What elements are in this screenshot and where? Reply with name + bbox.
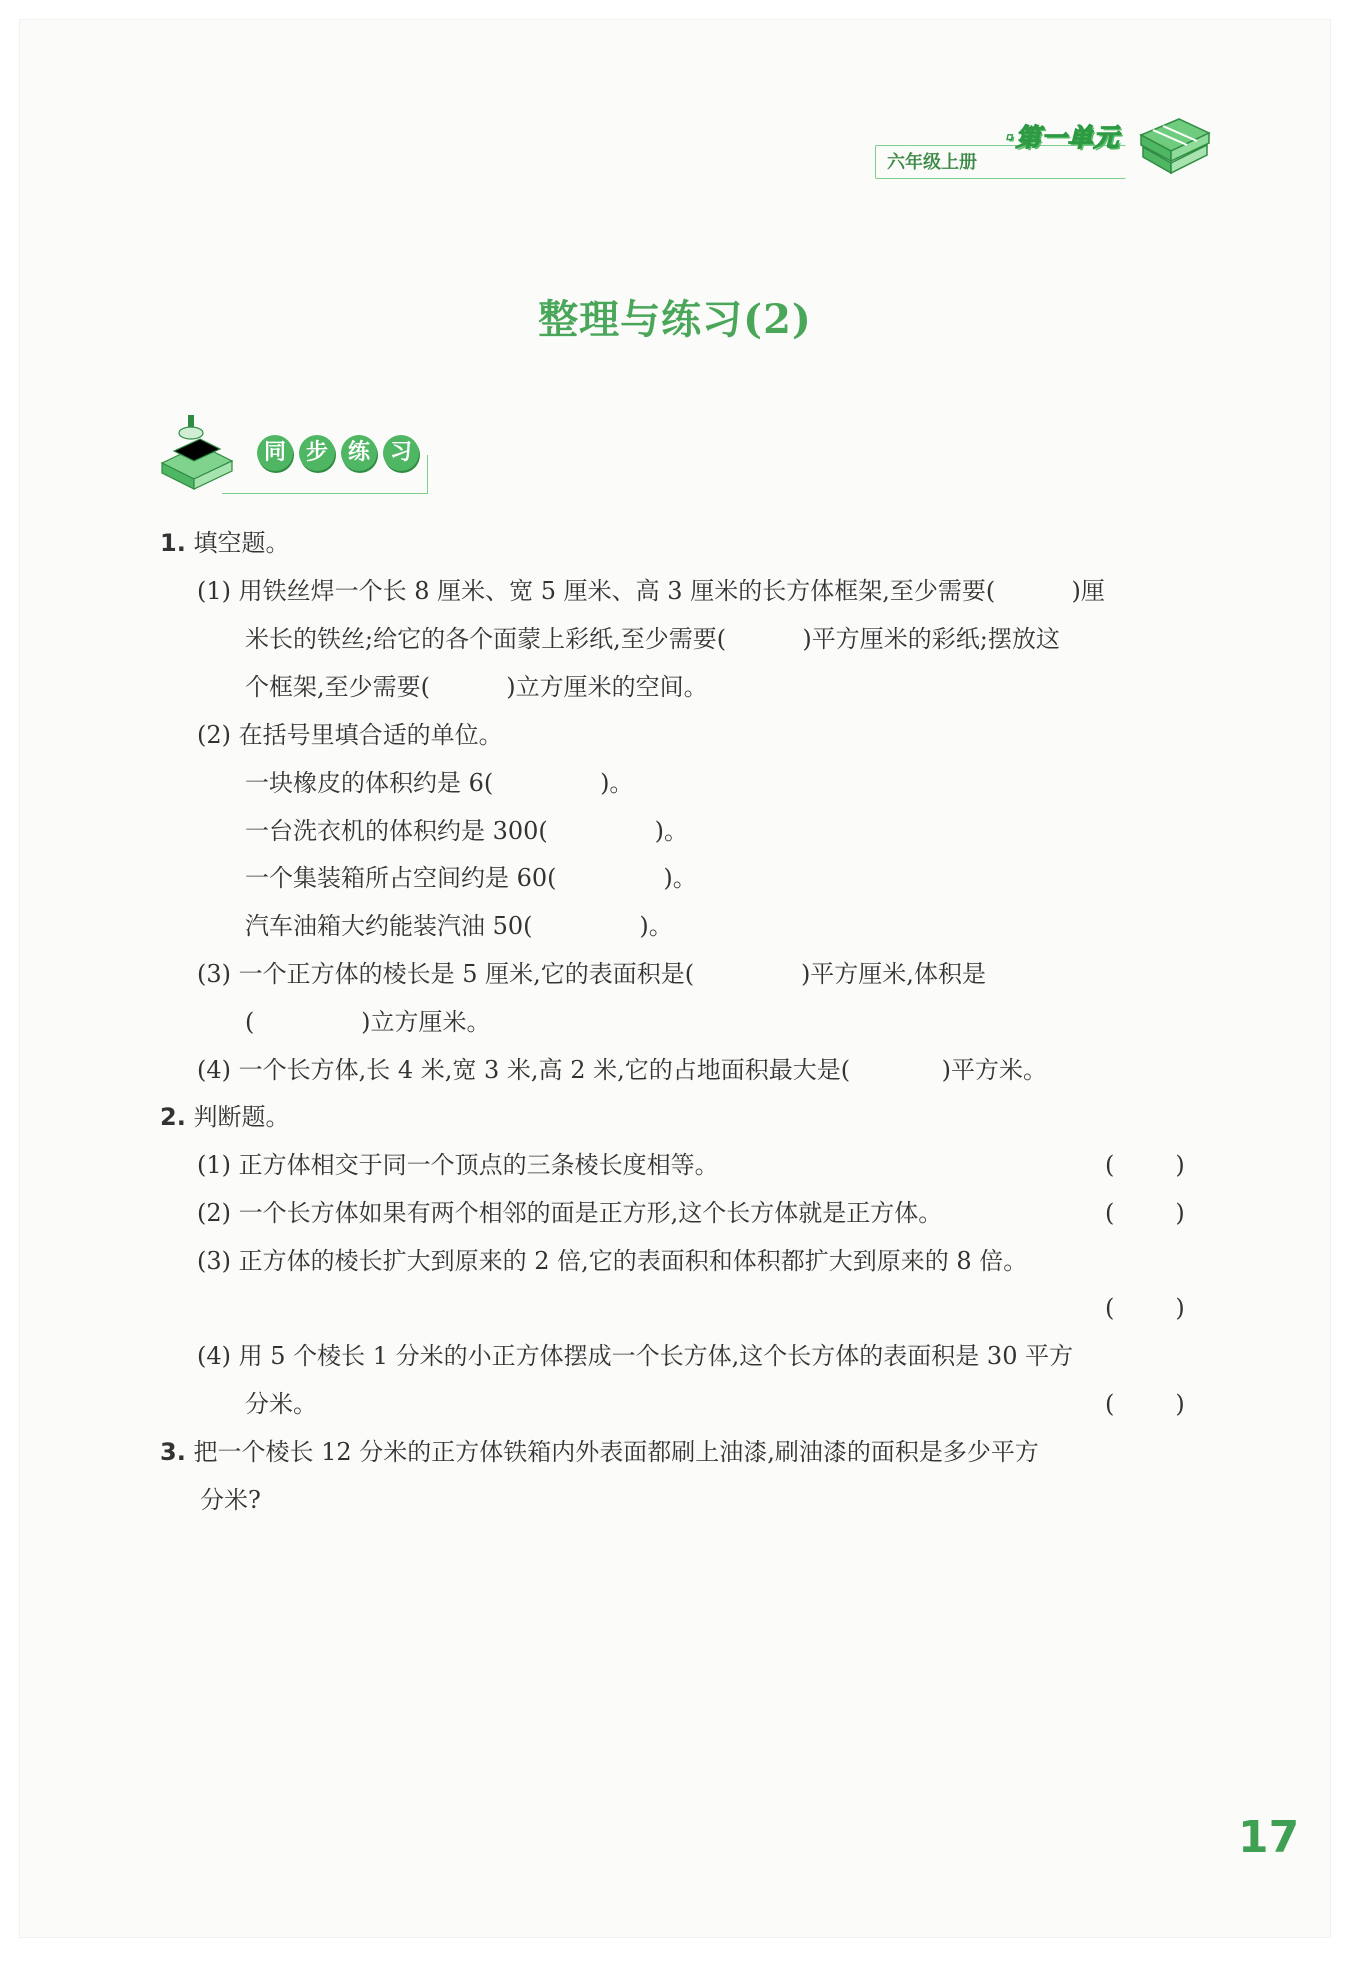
question-3-line1 xyxy=(160,1437,1039,1467)
q1-part3-line1: (3) 一个正方体的棱长是 5 厘米,它的表面积是( )平方厘米,体积是 xyxy=(197,960,986,988)
q1-part1-line3: 个框架,至少需要( )立方厘米的空间。 xyxy=(245,673,708,701)
question-number: 2. xyxy=(160,1103,186,1131)
unit-label: ·第一单元 xyxy=(1005,123,1120,152)
answer-parentheses[interactable]: ( ) xyxy=(1105,1294,1185,1322)
q1-part2-intro: (2) 在括号里填合适的单位。 xyxy=(197,721,503,749)
q1-part4: (4) 一个长方体,长 4 米,宽 3 米,高 2 米,它的占地面积最大是( )平方米。 xyxy=(197,1056,1047,1084)
question-title: 填空题。 xyxy=(193,529,290,557)
question-3-line2: 分米? xyxy=(200,1486,261,1514)
page-number: 17 xyxy=(1238,1812,1300,1863)
section-char: 练 xyxy=(341,435,377,471)
q2-statement: (2) 一个长方体如果有两个相邻的面是正方形,这个长方体就是正方体。 xyxy=(197,1199,943,1227)
answer-parentheses[interactable]: ( ) xyxy=(1105,1151,1185,1179)
section-char: 步 xyxy=(299,435,335,471)
section-char: 习 xyxy=(383,435,419,471)
question-title: 判断题。 xyxy=(193,1103,290,1131)
q1-part2-item: 汽车油箱大约能装汽油 50( )。 xyxy=(245,912,673,940)
page-title: 整理与练习(2) xyxy=(538,296,812,343)
grade-label: 六年级上册 xyxy=(887,152,977,173)
section-char: 同 xyxy=(257,435,293,471)
workbook-page xyxy=(20,20,1330,1937)
q1-part2-item: 一块橡皮的体积约是 6( )。 xyxy=(245,769,634,797)
q2-statement-cont: 分米。 xyxy=(245,1390,317,1418)
question-2-heading xyxy=(160,1102,289,1132)
q1-part1-line2: 米长的铁丝;给它的各个面蒙上彩纸,至少需要( )平方厘米的彩纸;摆放这 xyxy=(245,625,1060,653)
q1-part2-item: 一个集装箱所占空间约是 60( )。 xyxy=(245,864,697,892)
section-title xyxy=(257,435,419,471)
q2-statement: (3) 正方体的棱长扩大到原来的 2 倍,它的表面积和体积都扩大到原来的 8 倍。 xyxy=(197,1247,1028,1275)
answer-parentheses[interactable]: ( ) xyxy=(1105,1390,1185,1418)
q2-statement: (4) 用 5 个棱长 1 分米的小正方体摆成一个长方体,这个长方体的表面积是 30 平方 xyxy=(197,1342,1074,1370)
answer-parentheses[interactable]: ( ) xyxy=(1105,1199,1185,1227)
question-text: 把一个棱长 12 分米的正方体铁箱内外表面都刷上油漆,刷油漆的面积是多少平方 xyxy=(193,1438,1039,1466)
question-1-heading xyxy=(160,528,289,558)
section-badge xyxy=(160,415,460,505)
question-number: 3. xyxy=(160,1438,186,1466)
q2-statement: (1) 正方体相交于同一个顶点的三条棱长度相等。 xyxy=(197,1151,719,1179)
q1-part1-line1: (1) 用铁丝焊一个长 8 厘米、宽 5 厘米、高 3 厘米的长方体框架,至少需要( )厘 xyxy=(197,577,1105,605)
question-number: 1. xyxy=(160,529,186,557)
books-icon xyxy=(1133,115,1213,185)
q1-part2-item: 一台洗衣机的体积约是 300( )。 xyxy=(245,817,688,845)
q1-part3-line2: ( )立方厘米。 xyxy=(245,1008,491,1036)
unit-header xyxy=(875,115,1215,195)
